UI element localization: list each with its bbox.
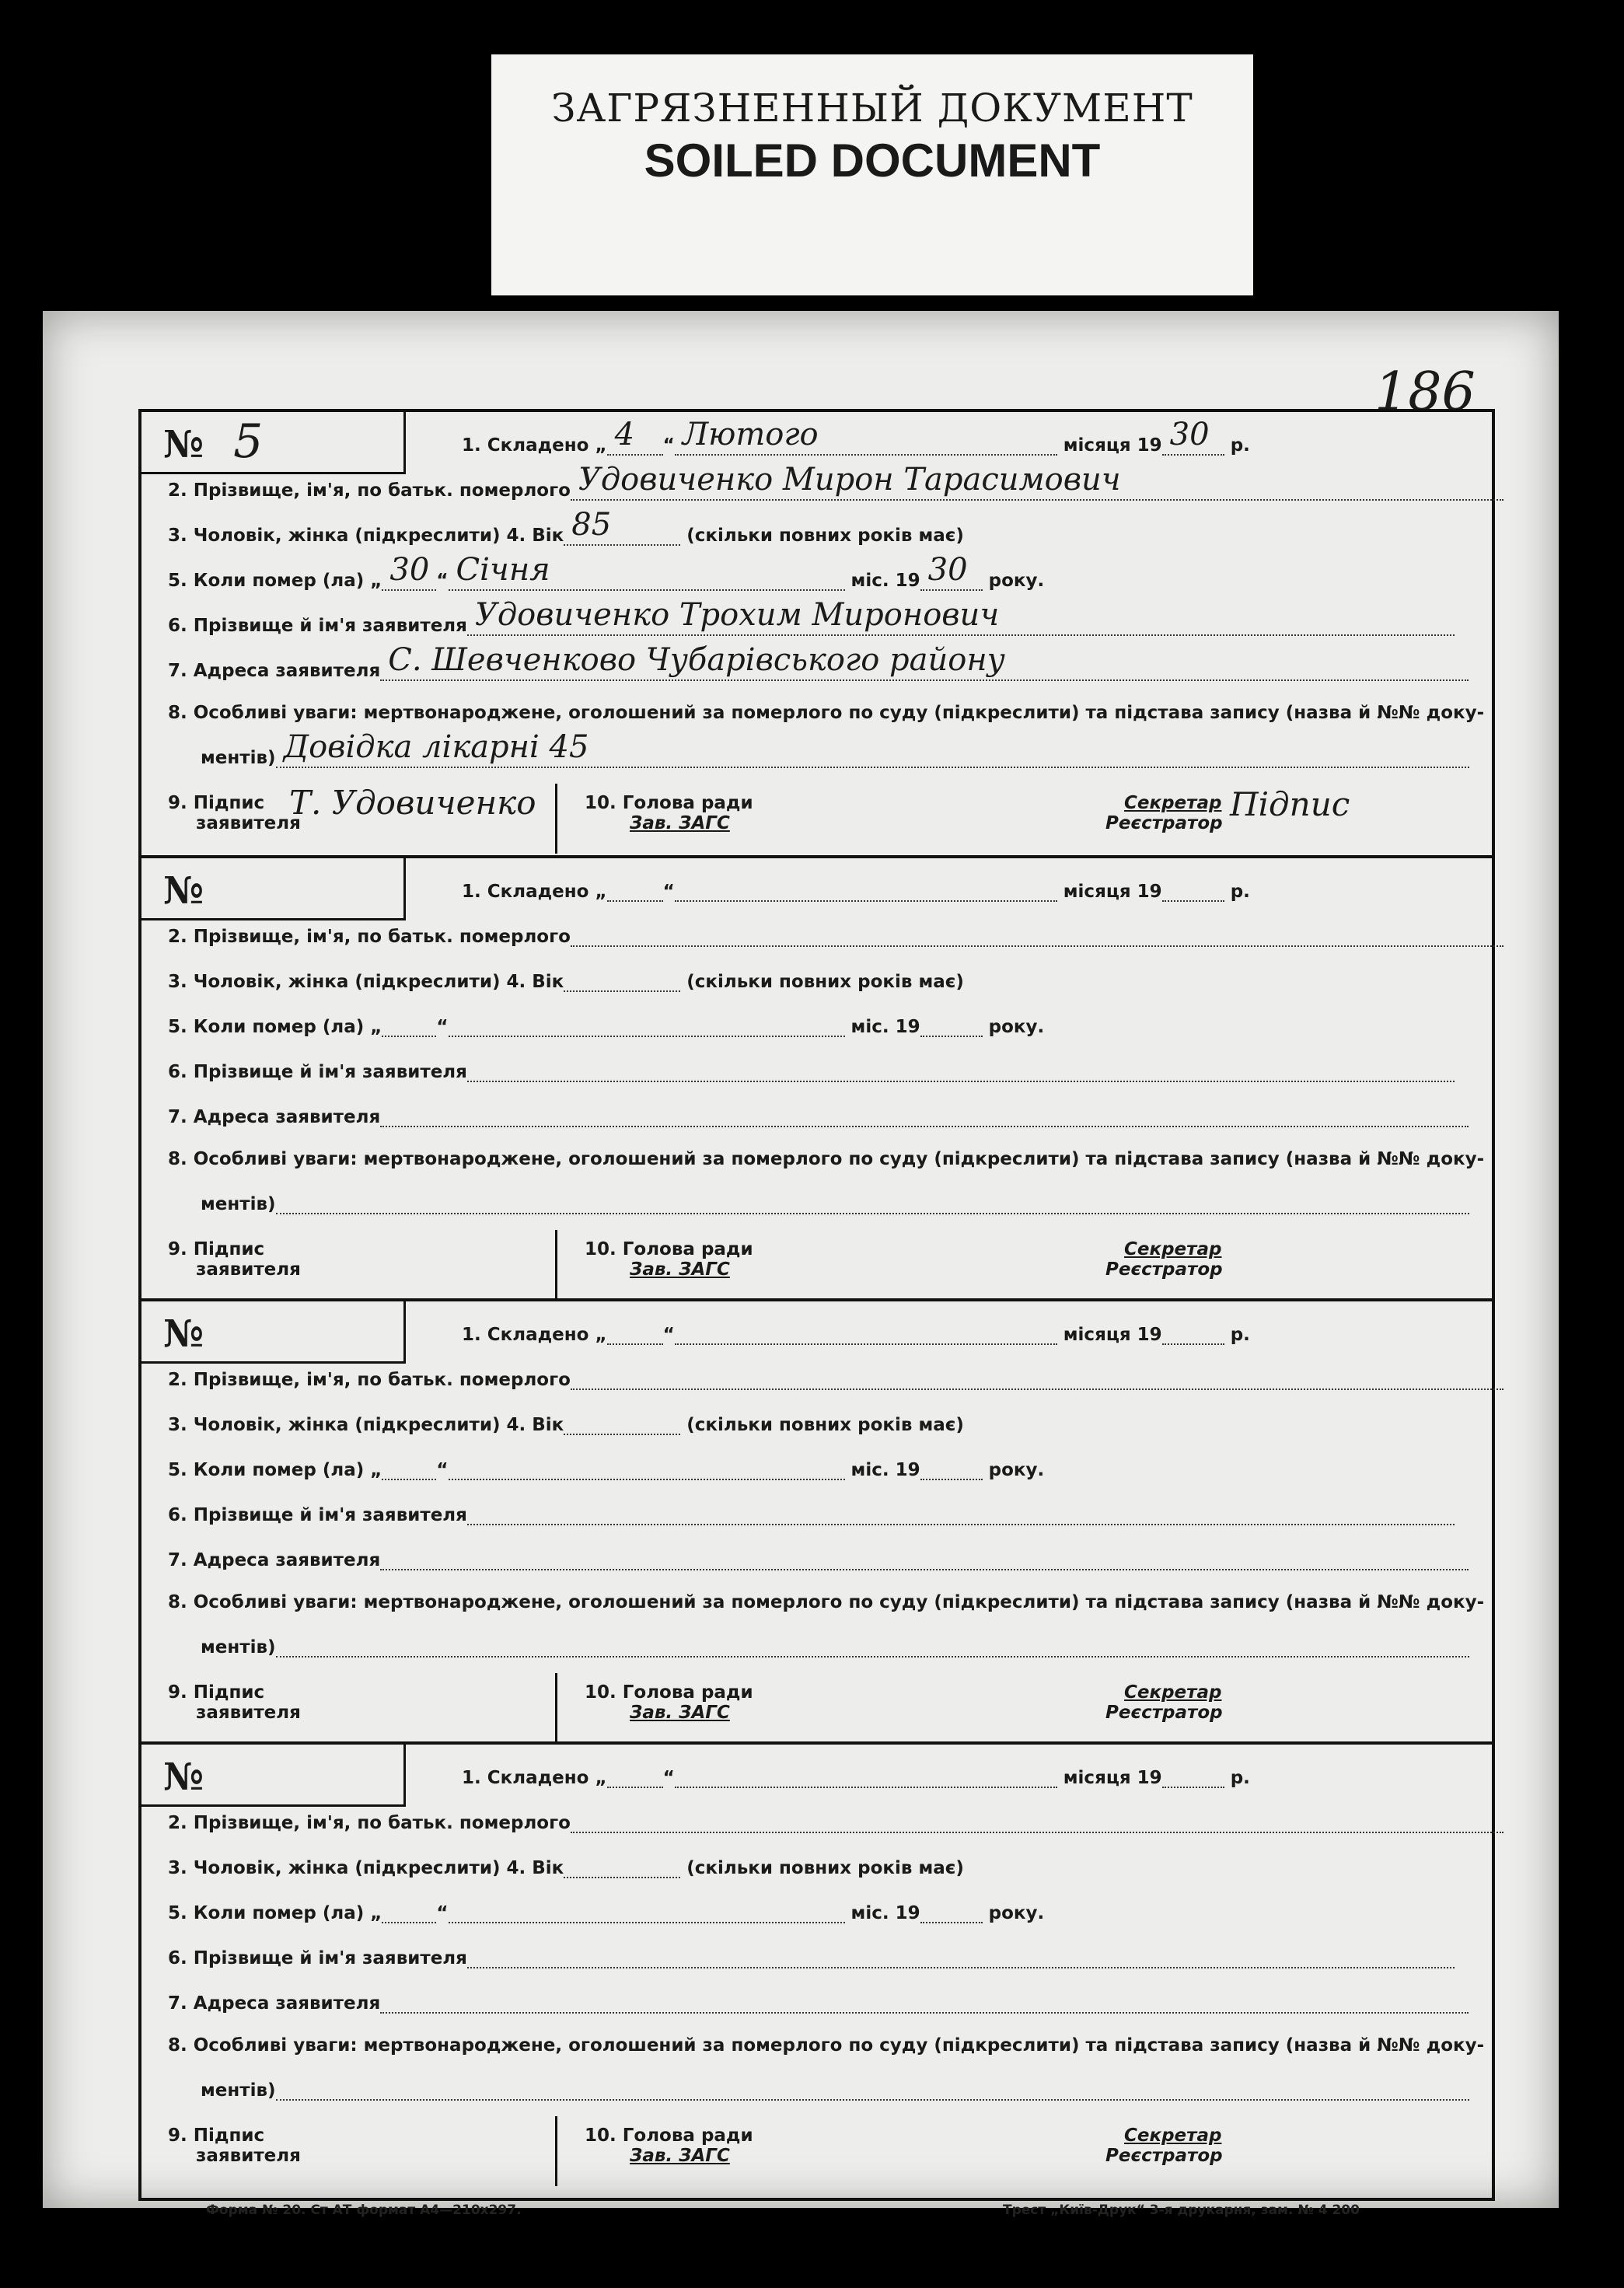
label-gender-age: 3. Чоловік, жінка (підкреслити) 4. Вік [168,1415,564,1435]
label-compiled: 1. Складено „ [462,1325,607,1345]
stamp-ru: ЗАГРЯЗНЕННЫЙ ДОКУМЕНТ [551,86,1193,131]
page-number: 186 [1374,362,1476,423]
label-head: 10. Голова ради [585,1682,753,1703]
row-notes-2 [201,1191,1469,1214]
number-sign: № [163,1755,204,1799]
record-section-3 [141,1298,1492,1741]
label-secretary [1105,793,1223,833]
label-notes: 8. Особливі уваги: мертвонароджене, оголошений за померлого по суду (підкреслити) та підстава запису (назва й №№ доку- [168,1149,1485,1169]
label-signature-a: 9. Підпис [168,1239,265,1259]
label-month-year: місяця 19 [1063,882,1162,902]
label-secretary [1105,1239,1223,1280]
compiled-day: 4 [614,417,635,452]
record-number: 5 [233,414,264,469]
label-secretary [1105,1682,1223,1723]
row-address [168,642,1469,681]
label-address: 7. Адреса заявителя [168,1550,381,1570]
label-quote2: “ [436,1460,449,1480]
row-notes [168,1149,1484,1169]
label-documents: ментів) [201,2080,276,2101]
row-applicant [168,597,1455,636]
label-council-head [585,1239,753,1280]
record-section-1 [141,412,1492,855]
label-signature-b: заявителя [196,2146,301,2166]
row-death-date [168,1457,1044,1480]
record-number-box [141,412,406,474]
label-gender-age: 3. Чоловік, жінка (підкреслити) 4. Вік [168,972,564,992]
row-name [168,462,1504,501]
label-applicant: 6. Прізвище й ім'я заявителя [168,616,467,636]
row-notes [168,703,1484,723]
label-full-years: (скільки повних років має) [686,1415,964,1435]
label-registrar: Реєстратор [1105,1259,1223,1280]
row-applicant [168,1059,1455,1082]
number-sign: № [163,1312,204,1356]
label-month-19: міс. 19 [850,571,920,591]
row-compiled [462,1322,1250,1345]
label-signature-b: заявителя [196,1259,301,1280]
label-quote: “ [662,1325,675,1345]
label-secretary [1105,2126,1223,2166]
label-death-date: 5. Коли помер (ла) „ [168,1903,382,1923]
stamp-en: SOILED DOCUMENT [644,134,1101,187]
row-age [168,969,964,992]
label-r: р. [1230,435,1250,456]
label-month-year: місяця 19 [1063,1768,1162,1788]
death-year: 30 [927,552,968,588]
soiled-document-stamp [491,54,1253,295]
label-full-years: (скільки повних років має) [686,972,964,992]
compiled-month: Лютого [682,417,819,452]
row-notes [168,1592,1484,1612]
label-secretary-a: Секретар [1124,793,1222,813]
label-month-year: місяця 19 [1063,1325,1162,1345]
label-month-19: міс. 19 [850,1903,920,1923]
row-notes-2 [201,2077,1469,2101]
label-year: року. [988,1017,1045,1037]
label-head: 10. Голова ради [585,2126,753,2146]
label-month-19: міс. 19 [850,1460,920,1480]
label-applicant: 6. Прізвище й ім'я заявителя [168,1948,467,1968]
label-signature [168,1239,301,1280]
label-registrar: Реєстратор [1105,813,1223,833]
label-head: 10. Голова ради [585,1239,753,1259]
label-registrar: Реєстратор [1105,1703,1223,1723]
applicant-name: Удовиченко Трохим Миронович [474,597,1000,633]
label-signature-b: заявителя [196,813,301,833]
label-documents: ментів) [201,1194,276,1214]
label-head: 10. Голова ради [585,793,753,813]
label-signature [168,1682,301,1723]
label-council-head [585,1682,753,1723]
number-sign: № [163,869,204,913]
sig-divider [555,784,557,854]
compiled-year: 30 [1169,417,1210,452]
record-number-box [141,1301,406,1364]
row-compiled [462,1765,1250,1788]
label-quote: “ [662,435,675,456]
label-documents: ментів) [201,1637,276,1657]
row-compiled [462,879,1250,902]
footer-printer: Трест „Київ-Друк“ 3-я друкарня, зам. № 4 200 [1003,2202,1360,2218]
label-registrar: Реєстратор [1105,2146,1223,2166]
death-record-form [138,409,1495,2201]
label-year: року. [988,1903,1045,1923]
label-death-date: 5. Коли помер (ла) „ [168,1017,382,1037]
label-gender-age: 3. Чоловік, жінка (підкреслити) 4. Вік [168,1858,564,1878]
row-applicant [168,1502,1455,1525]
number-sign: № [163,423,204,466]
label-address: 7. Адреса заявителя [168,661,381,681]
label-quote2: “ [436,1903,449,1923]
label-signature-b: заявителя [196,1703,301,1723]
row-death-date [168,552,1045,591]
label-signature-a: 9. Підпис [168,793,265,813]
label-zags: Зав. ЗАГС [630,2146,730,2166]
row-notes-2 [201,1634,1469,1657]
label-secretary-a: Секретар [1124,2126,1222,2146]
sig-divider [555,2116,557,2186]
row-notes-2 [201,729,1469,768]
row-address [168,1104,1469,1127]
label-quote: “ [662,882,675,902]
sig-divider [555,1230,557,1300]
label-compiled: 1. Складено „ [462,882,607,902]
label-gender-age: 3. Чоловік, жінка (підкреслити) 4. Вік [168,526,564,546]
row-age [168,1855,964,1878]
footer-form-code: Форма № 20. Ст АТ формат А4—210х297. [206,2202,522,2218]
label-deceased-name: 2. Прізвище, ім'я, по батьк. померлого [168,1370,571,1390]
label-r: р. [1230,1325,1250,1345]
label-signature-a: 9. Підпис [168,2126,265,2146]
label-quote: “ [662,1768,675,1788]
label-address: 7. Адреса заявителя [168,1107,381,1127]
label-notes: 8. Особливі уваги: мертвонароджене, оголошений за померлого по суду (підкреслити) та підстава запису (назва й №№ доку- [168,1592,1485,1612]
label-secretary-a: Секретар [1124,1682,1222,1703]
label-full-years: (скільки повних років має) [686,1858,964,1878]
registrar-signature: Підпис [1230,785,1350,823]
label-address: 7. Адреса заявителя [168,1993,381,2014]
label-compiled: 1. Складено „ [462,435,607,456]
row-name [168,1367,1504,1390]
death-day: 30 [389,552,430,588]
row-age [168,507,964,546]
row-age [168,1412,964,1435]
label-signature [168,2126,301,2166]
label-month-19: міс. 19 [850,1017,920,1037]
applicant-signature: Т. Удовиченко [289,784,536,822]
label-applicant: 6. Прізвище й ім'я заявителя [168,1062,467,1082]
label-applicant: 6. Прізвище й ім'я заявителя [168,1505,467,1525]
label-quote2: “ [436,1017,449,1037]
label-signature [168,793,301,833]
label-deceased-name: 2. Прізвище, ім'я, по батьк. померлого [168,480,571,501]
label-deceased-name: 2. Прізвище, ім'я, по батьк. померлого [168,1813,571,1833]
row-name [168,924,1504,947]
label-year: року. [988,571,1045,591]
deceased-age: 85 [571,507,612,543]
applicant-address: С. Шевченково Чубарівського району [388,642,1005,678]
row-applicant [168,1945,1455,1968]
death-month: Січня [456,552,550,588]
label-zags: Зав. ЗАГС [630,1703,730,1723]
row-name [168,1810,1504,1833]
label-notes: 8. Особливі уваги: мертвонароджене, оголошений за померлого по суду (підкреслити) та підстава запису (назва й №№ доку- [168,703,1485,723]
label-secretary-a: Секретар [1124,1239,1222,1259]
label-r: р. [1230,1768,1250,1788]
record-section-2 [141,855,1492,1298]
label-zags: Зав. ЗАГС [630,1259,730,1280]
label-full-years: (скільки повних років має) [686,526,964,546]
label-council-head [585,2126,753,2166]
label-notes: 8. Особливі уваги: мертвонароджене, оголошений за померлого по суду (підкреслити) та підстава запису (назва й №№ доку- [168,2035,1485,2056]
deceased-name: Удовиченко Мирон Тарасимович [578,462,1121,498]
label-deceased-name: 2. Прізвище, ім'я, по батьк. померлого [168,927,571,947]
sig-divider [555,1673,557,1743]
notes-text: Довідка лікарні 45 [283,729,589,765]
label-month-year: місяця 19 [1063,435,1162,456]
label-quote2: “ [436,571,449,591]
row-compiled [462,417,1250,456]
row-notes [168,2035,1484,2056]
label-signature-a: 9. Підпис [168,1682,265,1703]
label-death-date: 5. Коли помер (ла) „ [168,1460,382,1480]
label-documents: ментів) [201,748,276,768]
record-number-box [141,858,406,920]
label-r: р. [1230,882,1250,902]
row-death-date [168,1900,1044,1923]
label-death-date: 5. Коли помер (ла) „ [168,571,382,591]
row-address [168,1547,1469,1570]
record-number-box [141,1745,406,1807]
label-council-head [585,793,753,833]
record-section-4 [141,1741,1492,2185]
row-address [168,1990,1469,2014]
row-death-date [168,1014,1044,1037]
label-zags: Зав. ЗАГС [630,813,730,833]
label-year: року. [988,1460,1045,1480]
label-compiled: 1. Складено „ [462,1768,607,1788]
